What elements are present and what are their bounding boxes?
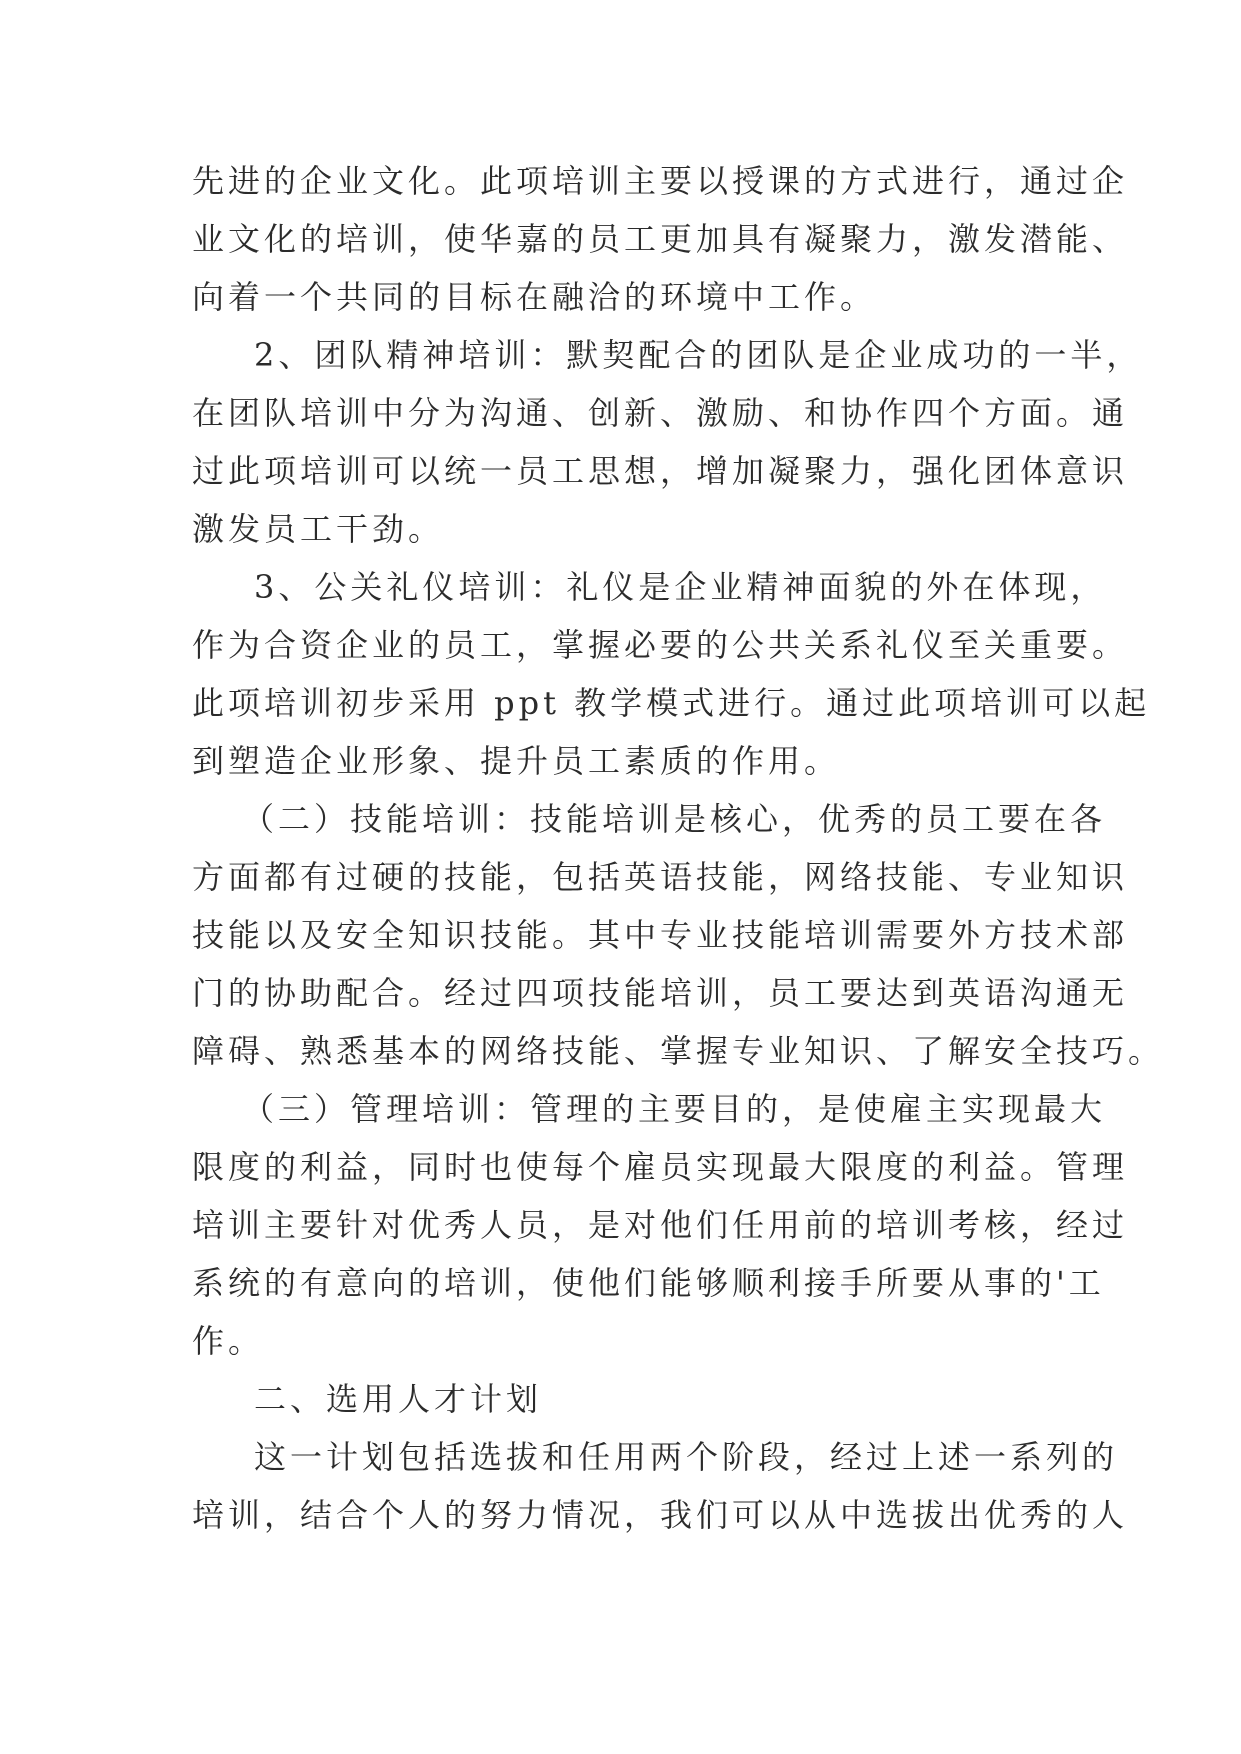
text-line: 过此项培训可以统一员工思想，增加凝聚力，强化团体意识 (192, 452, 1129, 490)
text-line: 激发员工干劲。 (192, 510, 445, 548)
text-line: 技能以及安全知识技能。其中专业技能培训需要外方技术部 (192, 916, 1129, 954)
text-line: 向着一个共同的目标在融洽的环境中工作。 (192, 278, 877, 316)
text-line: 到塑造企业形象、提升员工素质的作用。 (192, 742, 841, 780)
text-line: 在团队培训中分为沟通、创新、激励、和协作四个方面。通 (192, 394, 1129, 432)
text-line: 方面都有过硬的技能，包括英语技能，网络技能、专业知识 (192, 858, 1129, 896)
text-line: 培训主要针对优秀人员，是对他们任用前的培训考核，经过 (192, 1206, 1129, 1244)
text-line: 业文化的培训，使华嘉的员工更加具有凝聚力，激发潜能、 (192, 220, 1129, 258)
text-line: （三）管理培训：管理的主要目的，是使雇主实现最大 (242, 1090, 1107, 1128)
text-line: 作为合资企业的员工，掌握必要的公共关系礼仪至关重要。 (192, 626, 1129, 664)
text-line: 系统的有意向的培训，使他们能够顺利接手所要从事的'工 (192, 1264, 1105, 1302)
text-line: 先进的企业文化。此项培训主要以授课的方式进行，通过企 (192, 162, 1129, 200)
text-line: （二）技能培训：技能培训是核心，优秀的员工要在各 (242, 800, 1107, 838)
text-line: 限度的利益，同时也使每个雇员实现最大限度的利益。管理 (192, 1148, 1129, 1186)
document-body (192, 152, 1165, 1544)
text-line: 3、公关礼仪培训：礼仪是企业精神面貌的外在体现， (254, 568, 1107, 606)
text-line: 门的协助配合。经过四项技能培训，员工要达到英语沟通无 (192, 974, 1129, 1012)
section-heading: 二、选用人才计划 (254, 1380, 543, 1418)
text-line: 此项培训初步采用 ppt 教学模式进行。通过此项培训可以起 (192, 684, 1151, 722)
text-line: 这一计划包括选拔和任用两个阶段，经过上述一系列的 (254, 1438, 1119, 1476)
text-line: 培训，结合个人的努力情况，我们可以从中选拔出优秀的人 (192, 1496, 1129, 1534)
text-line: 作。 (192, 1322, 265, 1360)
text-line: 2、团队精神培训：默契配合的团队是企业成功的一半， (254, 336, 1143, 374)
text-line: 障碍、熟悉基本的网络技能、掌握专业知识、了解安全技巧。 (192, 1032, 1165, 1070)
